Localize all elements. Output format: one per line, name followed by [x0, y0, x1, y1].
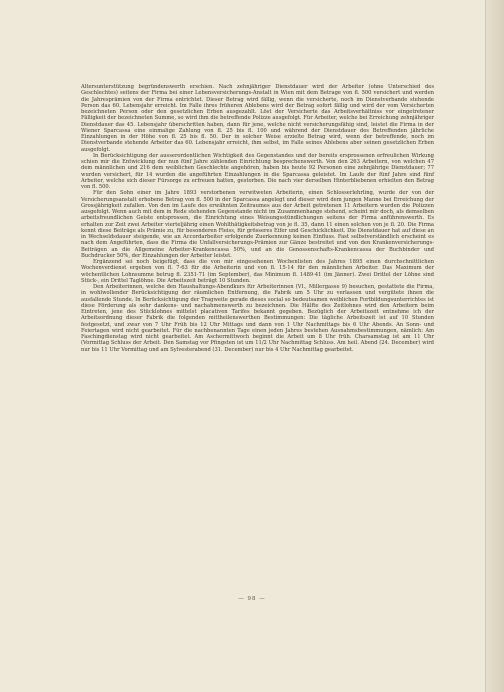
body-text: [81, 84, 434, 353]
paragraph: Ergänzend sei noch beigefügt, dass die von mir eingesehenen Wochenlisten des Jahres 1895 einen durchschnittlichen Wochenverdienst ergeben von fl. 7·63 für die Arbeiterin und von fl. 15·14 für den männlichen Arbeiter. Das Maximum der wöchentlichen Lohnsumme betrug fl. 2351·71 (im September), das Minimum fl. 1489·41 (im Jänner). Zwei Drittel der Löhne sind Stück-, ein Drittel Taglöhne. Die Arbeitszeit beträgt 10 Stunden.: [81, 259, 434, 284]
page-edge: [485, 0, 504, 692]
paragraph: Altersunterstützung begründenswerth erschien. Nach zehnjähriger Dienstdauer wird der Arbeiter (ohne Unterschied des Geschlechtes) seitens der Firma bei einer Lebensversicherungs-Anstalt in Wien mit dem Betrage von fl. 500 versichert und werden die Jahresprämien von der Firma entrichtet. Dieser Betrag wird fällig, wenn die versicherte, noch im Dienstverbande stehende Person das 60. Lebensjahr erreicht. Im Falle ihres früheren Ablebens wird der Betrag sofort fällig und wird der vom Versicherten bezeichneten Person oder den gesetzlichen Erben ausgezahlt. Löst der Versicherte das Arbeitsverhältniss vor eingetretener Fälligkeit der bezeichneten Summe, so wird ihm die betreffende Polizze ausgefolgt. Für Arbeiter, welche bei Erreichung zehnjähriger Dienstdauer das 45. Lebensjahr überschritten haben, dann für jene, welche nicht versicherungsfähig sind, leistet die Firma in der Wiener Sparcassa eine einmalige Zahlung von fl. 25 bis fl. 100 und während der Dienstdauer des Betreffenden jährliche Einzahlungen in der Höhe von fl. 25 bis fl. 50. Der in solcher Weise erzielte Betrag wird, wenn der betreffende, noch im Dienstverbande stehende Arbeiter das 60. Lebensjahr erreicht, ihm selbst, im Falle seines Ablebens aber seinen gesetzlichen Erben ausgefolgt.: [81, 84, 434, 153]
paragraph: In Berücksichtigung der ausserordentlichen Wichtigkeit des Gegenstandes und der bereits ersprossenen erfreulichen Wirkung schien mir die Entwicklung der nun fünf Jahre zählenden Einrichtung besprechenswerth. Von den 263 Arbeitern, von welchen 47 dem männlichen und 216 dem weiblichen Geschlechte angehören, haben bis heute 92 Personen eine zehnjährige Dienstdauer; 77 wurden versichert, für 14 wurden die angeführten Einzahlungen in die Sparcassa geleistet. Im Laufe der fünf Jahre sind fünf Arbeiter, welche sich dieser Fürsorge zu erfreuen hatten, gestorben. Die nach vier derselben Hinterbliebenen erhielten den Betrag von fl. 500.: [81, 152, 434, 190]
page-number: — 98 —: [238, 596, 266, 602]
paragraph: Den Arbeiterinnen, welche den Haushaltungs-Abendkurs für Arbeiterinnen (VI., Millergasse 9) besuchen, gestattete die Firma, in wohlwollender Berücksichtigung der räumlichen Entfernung, die Fabrik um 5 Uhr zu verlassen und vergütete ihnen die ausfallende Stunde. In Berücksichtigung der Tragweite gerade dieses social so bedeutsamen weiblichen Fortbildungsunterrichtes ist diese Förderung als sehr dankens- und nachahmenswerth zu bezeichnen. Die Hälfte des Zeitlohnes wird den Arbeitern beim Eintreten, jene des Stücklohnes mittelst placativen Tarifes bekannt gegeben. Bezüglich der Arbeitszeit entnehme ich der Arbeitsordnung dieser Fabrik die folgenden mittheilenswerthen Bestimmungen: Die tägliche Arbeitszeit ist auf 10 Stunden festgesetzt, und zwar von 7 Uhr Früh bis 12 Uhr Mittags und dann von 1 Uhr Nachmittags bis 6 Uhr Abends. An Sonn- und Feiertagen wird nicht gearbeitet. Für die nachbenannten Tage einen jeden Jahres bestehen Ausnahmsbestimmungen, nämlich: Am Faschingdienstag wird nicht gearbeitet. Am Aschermittwoch beginnt die Arbeit um 8 Uhr früh. Charsamstag ist am 11 Uhr (Vormittag Schluss der Arbeit. Den Samstag vor Pfingsten ist um 11/2 Uhr Nachmittag Schluss. Am heil. Abend (24. December) wird nur bis 11 Uhr Vormittag und am Sylvesterabend (31. December) nur bis 4 Uhr Nachmittag gearbeitet.: [81, 284, 434, 353]
paragraph: Für den Sohn einer im Jahre 1893 verstorbenen verwitweten Arbeiterin, einen Schlosserlehrling, wurde der von der Versicherungsanstalt erhobene Betrag von fl. 500 in der Sparcassa angelegt und dieser wird dem jungen Manne bei Erreichung der Grossjährigkeit zufallen. Von den im Laufe des erwähnten Zeitraumes aus der Arbeit getretenen 11 Arbeitern wurden die Polizzen ausgefolgt. Wenn auch mit dem in Rede stehenden Gegenstande nicht im Zusammenhange stehend, scheint mir doch, als demselben arbeitsfreundlichen Geiste entsprossen, die Einrichtung eines Weisungsstündlichungen seitens der Firma anführenswerth. Es erhalten zur Zeit zwei Arbeiter vierteljährig einen Wohlthätigkeitsbetrag von je fl. 35, dann 11 einen solchen von je fl. 20. Die Firma kennt diese Beiträge als Prämie zu, für besonderen Fleiss, für grösseres Eifer und Geschicklichkeit. Die Dienstdauer hat auf diese an in Wechseldsdauer steigende, wie an Accordarbeiter erfolgende Zuerkennung keinen Einfluss. Fast selbstverständlich erscheint es nach dem Angeführten, dass die Firma die Unfallversicherungs-Prämien zur Gänze bestreitet und von den Krankenversicherungs-Beiträgen an die Allgemeine Arbeiter-Krankencassa 50%, und an die Genossenschafts-Krankencassa der Buchbinder und Buchdrucker 50%, der Einzahlungen der Arbeiter leistet.: [81, 190, 434, 259]
